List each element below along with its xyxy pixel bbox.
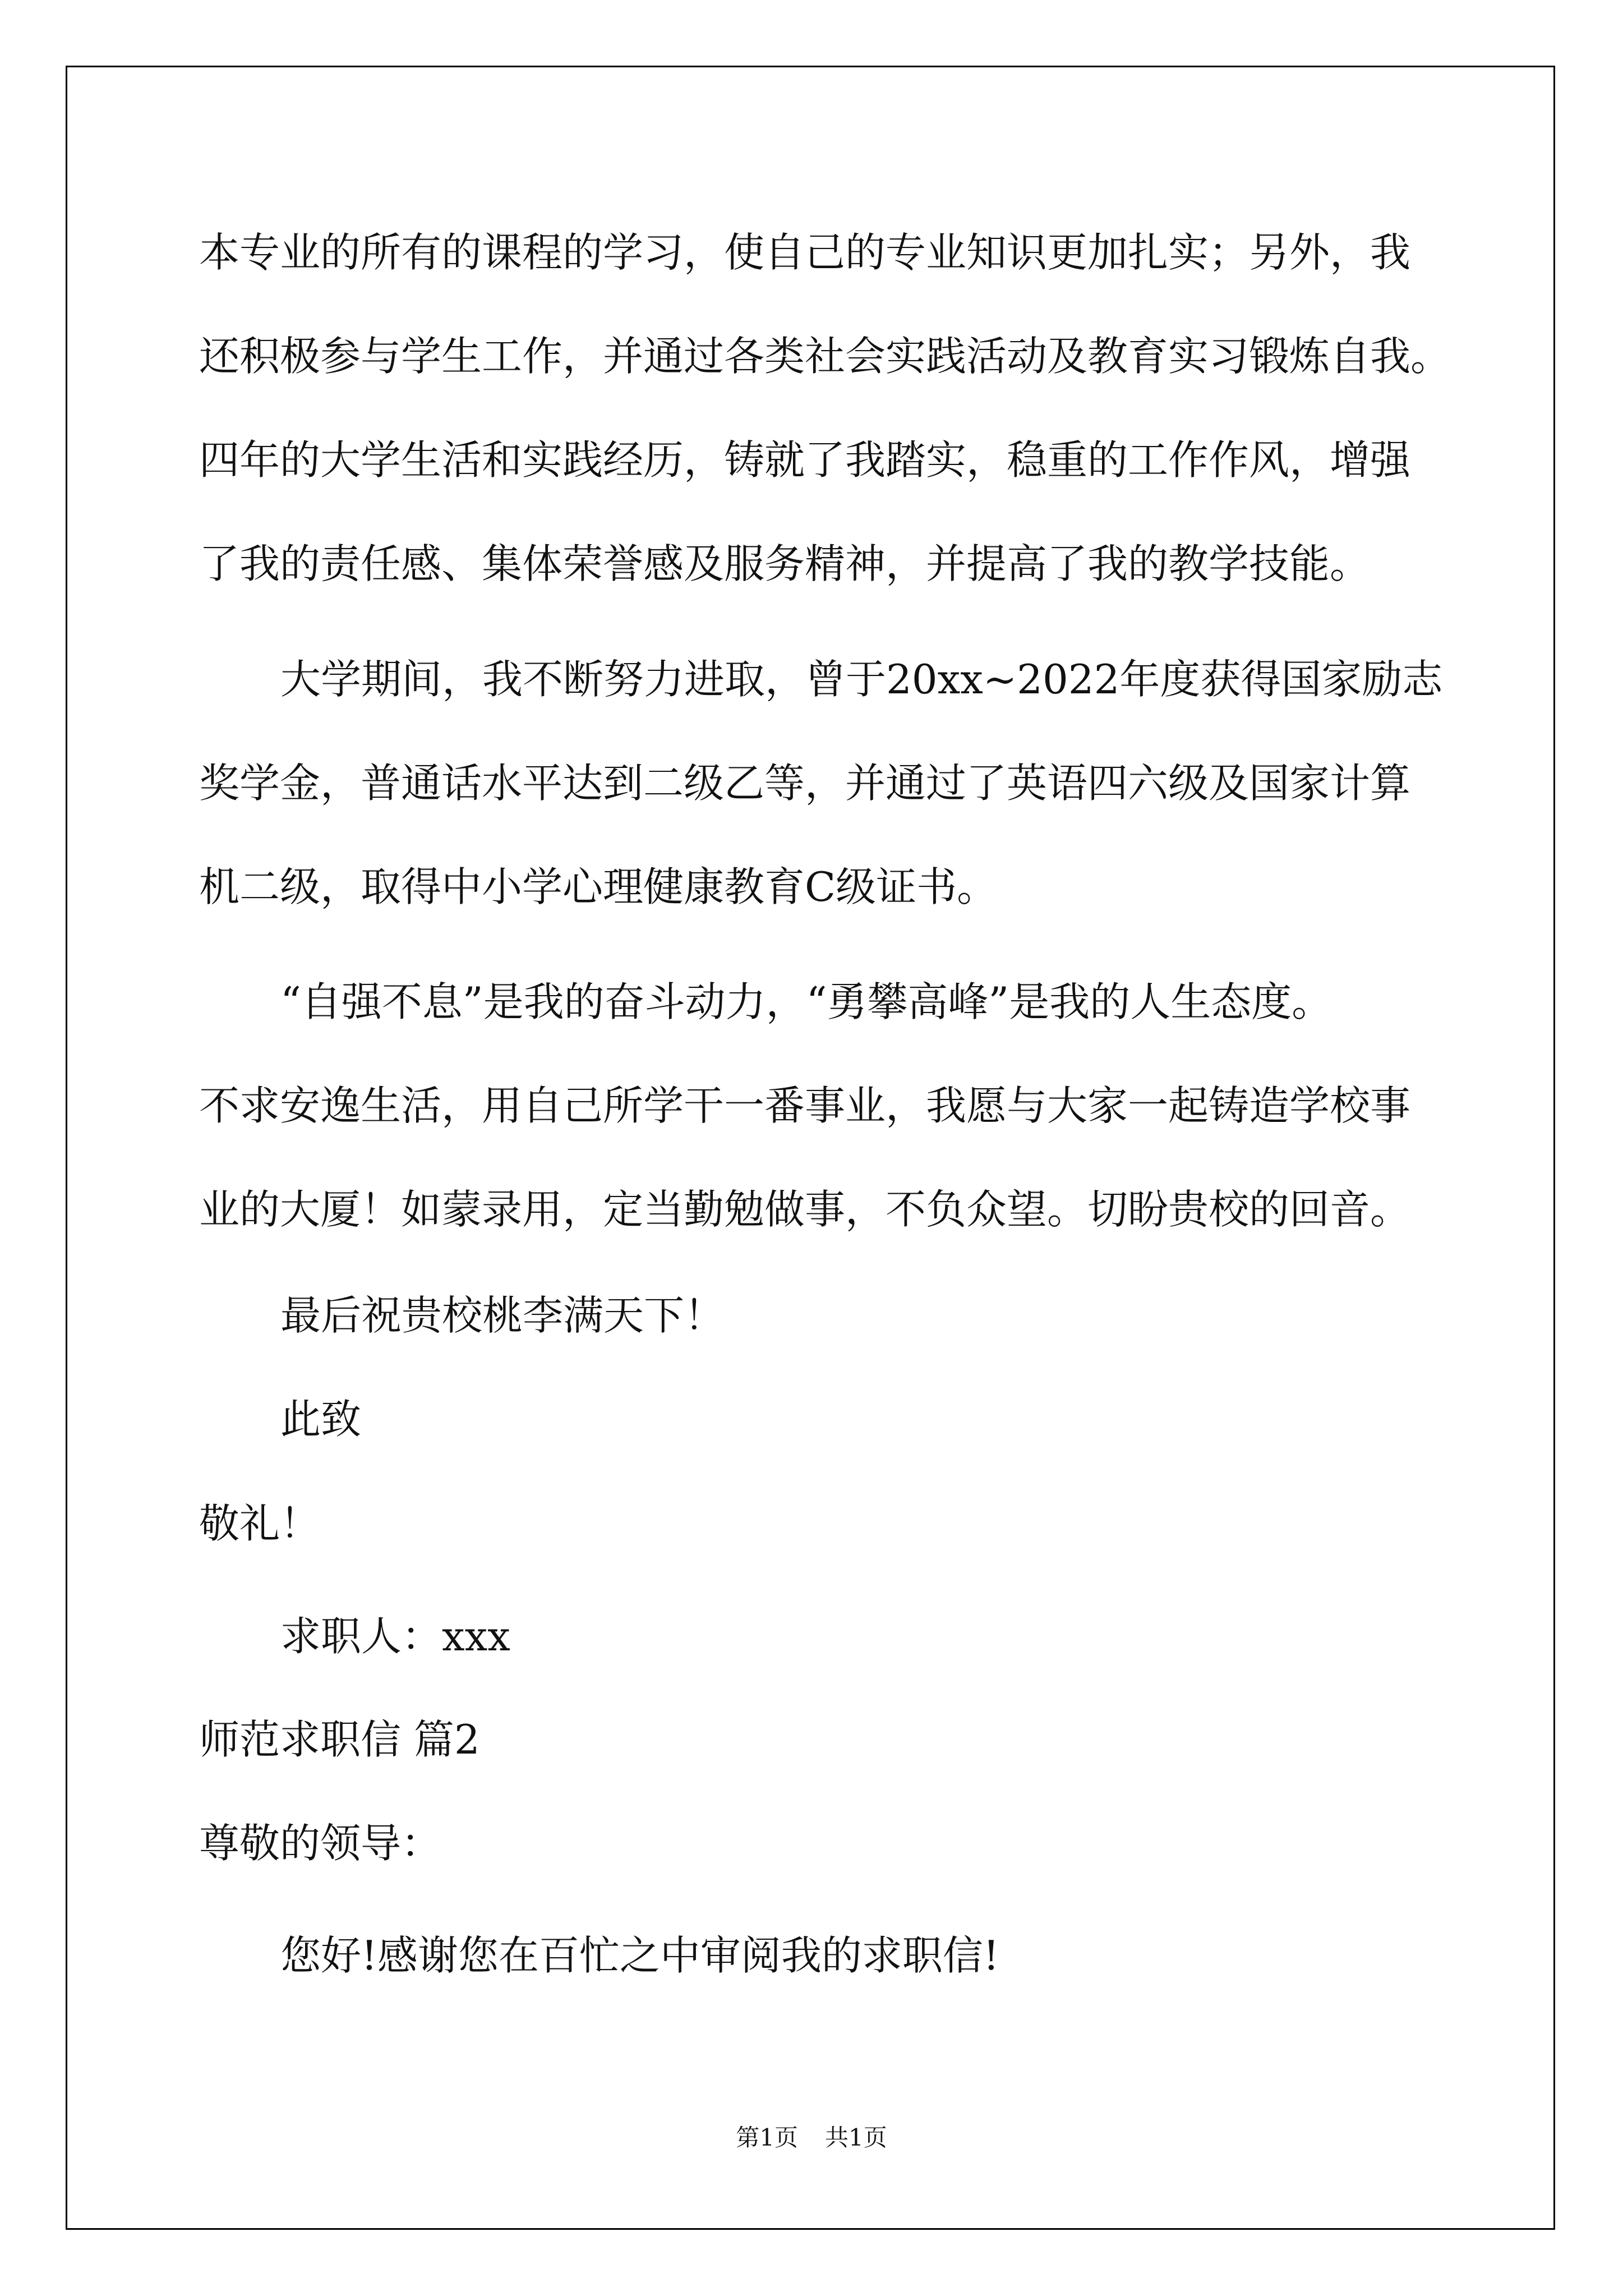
salutation-jingli: 敬礼！ (199, 1500, 321, 1547)
body-text-line: 大学期间，我不断努力进取，曾于20xx~2022年度获得国家励志 (280, 656, 1443, 703)
section-heading: 师范求职信 篇2 (199, 1716, 480, 1763)
body-text-line: 不求安逸生活，用自己所学干一番事业，我愿与大家一起铸造学校事 (199, 1082, 1411, 1129)
body-text-line: 业的大厦！如蒙录用，定当勤勉做事，不负众望。切盼贵校的回音。 (199, 1186, 1411, 1233)
page-border (66, 66, 1555, 2230)
body-text-line: 奖学金，普通话水平达到二级乙等，并通过了英语四六级及国家计算 (199, 760, 1411, 807)
signature-applicant: 求职人：xxx (280, 1613, 510, 1660)
body-text-line: 本专业的所有的课程的学习，使自己的专业知识更加扎实；另外，我 (199, 229, 1411, 276)
body-text-line: 了我的责任感、集体荣誉感及服务精神，并提高了我的教学技能。 (199, 540, 1371, 587)
page-footer (0, 2121, 1623, 2155)
salutation-cizhi: 此致 (280, 1396, 362, 1443)
body-text-line: “自强不息”是我的奋斗动力，“勇攀高峰”是我的人生态度。 (280, 978, 1332, 1025)
body-text-line: 四年的大学生活和实践经历，铸就了我踏实，稳重的工作作风，增强 (199, 436, 1411, 484)
page-number-total: 共1页 (825, 2124, 887, 2151)
body-text-line: 还积极参与学生工作，并通过各类社会实践活动及教育实习锻炼自我。 (199, 333, 1451, 380)
closing-wish: 最后祝贵校桃李满天下！ (280, 1292, 725, 1339)
greeting: 尊敬的领导： (199, 1820, 442, 1867)
page-number-current: 第1页 (736, 2124, 798, 2151)
body-text-line: 您好!感谢您在百忙之中审阅我的求职信! (280, 1932, 999, 1979)
body-text-line: 机二级，取得中小学心理健康教育C级证书。 (199, 863, 998, 910)
